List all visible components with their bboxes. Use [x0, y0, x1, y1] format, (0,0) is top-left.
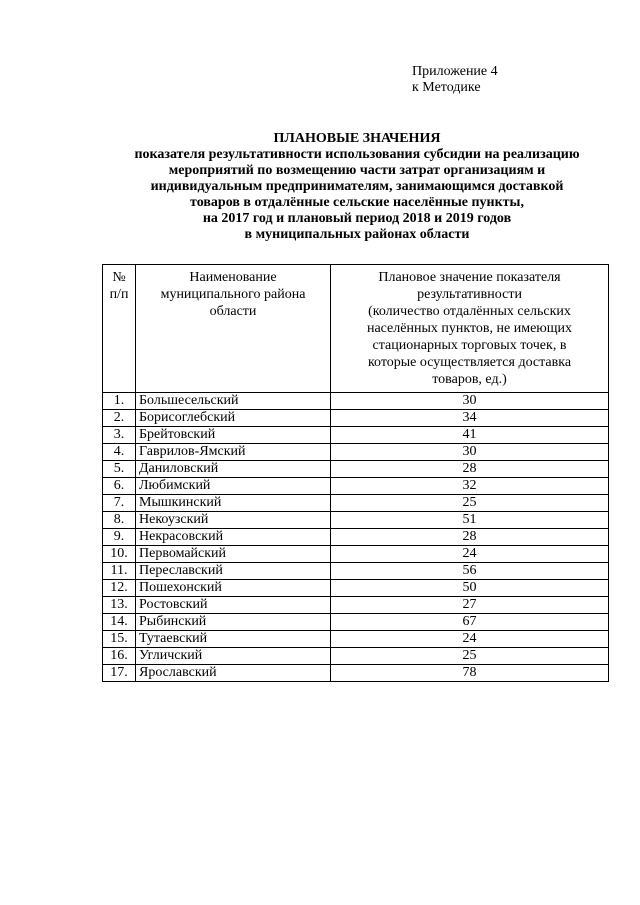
header-planned-value	[331, 265, 609, 393]
header-value-line: (количество отдалённых сельских	[368, 304, 571, 319]
planned-value: 78	[331, 665, 609, 682]
table-row	[103, 410, 609, 427]
document-subtitle-line-6: в муниципальных районах области	[244, 227, 470, 242]
table-row	[103, 427, 609, 444]
table-row	[103, 648, 609, 665]
district-name: Некрасовский	[136, 529, 331, 546]
table-row	[103, 597, 609, 614]
row-number: 4.	[103, 444, 136, 461]
planned-value: 25	[331, 648, 609, 665]
planned-value: 28	[331, 461, 609, 478]
table-row	[103, 444, 609, 461]
table-row	[103, 461, 609, 478]
planned-value: 34	[331, 410, 609, 427]
header-value-line: товаров, ед.)	[432, 372, 507, 387]
row-number: 15.	[103, 631, 136, 648]
table-row	[103, 393, 609, 410]
planned-value: 30	[331, 444, 609, 461]
row-number: 14.	[103, 614, 136, 631]
table-row	[103, 512, 609, 529]
header-name-line: Наименование	[189, 270, 277, 285]
district-name: Большесельский	[136, 393, 331, 410]
district-name: Рыбинский	[136, 614, 331, 631]
header-value-line: результативности	[417, 287, 522, 302]
planned-value: 50	[331, 580, 609, 597]
district-name: Даниловский	[136, 461, 331, 478]
table-row	[103, 546, 609, 563]
document-subtitle-line-5: на 2017 год и плановый период 2018 и 2019 годов	[202, 211, 512, 226]
district-name: Гаврилов-Ямский	[136, 444, 331, 461]
district-name: Любимский	[136, 478, 331, 495]
district-name: Брейтовский	[136, 427, 331, 444]
planned-values-table	[102, 264, 609, 682]
table-row	[103, 580, 609, 597]
planned-value: 25	[331, 495, 609, 512]
row-number: 10.	[103, 546, 136, 563]
header-value-line: которые осуществляется доставка	[367, 355, 572, 370]
row-number: 12.	[103, 580, 136, 597]
district-name: Мышкинский	[136, 495, 331, 512]
planned-value: 41	[331, 427, 609, 444]
row-number: 11.	[103, 563, 136, 580]
district-name: Ростовский	[136, 597, 331, 614]
planned-value: 27	[331, 597, 609, 614]
row-number: 13.	[103, 597, 136, 614]
row-number: 9.	[103, 529, 136, 546]
header-value-line: населённых пунктов, не имеющих	[366, 321, 573, 336]
table-header-row	[103, 265, 609, 393]
row-number: 7.	[103, 495, 136, 512]
planned-value: 51	[331, 512, 609, 529]
planned-value: 32	[331, 478, 609, 495]
header-number-line: п/п	[109, 287, 129, 302]
planned-value: 28	[331, 529, 609, 546]
table-row	[103, 478, 609, 495]
district-name: Переславский	[136, 563, 331, 580]
row-number: 6.	[103, 478, 136, 495]
row-number: 17.	[103, 665, 136, 682]
header-number-line: №	[112, 270, 126, 285]
table-row	[103, 529, 609, 546]
header-name-line: муниципального района	[160, 287, 306, 302]
row-number: 1.	[103, 393, 136, 410]
table-row	[103, 631, 609, 648]
planned-value: 24	[331, 546, 609, 563]
district-name: Пошехонский	[136, 580, 331, 597]
row-number: 8.	[103, 512, 136, 529]
header-value-line: стационарных торговых точек, в	[372, 338, 567, 353]
document-title: ПЛАНОВЫЕ ЗНАЧЕНИЯ	[273, 131, 441, 146]
document-subtitle-line-4: товаров в отдалённые сельские населённые пункты,	[190, 195, 524, 210]
appendix-note	[412, 64, 498, 96]
district-name: Угличский	[136, 648, 331, 665]
row-number: 3.	[103, 427, 136, 444]
district-name: Борисоглебский	[136, 410, 331, 427]
row-number: 2.	[103, 410, 136, 427]
document-title-block	[80, 131, 634, 243]
document-subtitle-line-3: индивидуальным предпринимателям, занимающимся доставкой	[150, 179, 564, 194]
district-name: Некоузский	[136, 512, 331, 529]
planned-value: 30	[331, 393, 609, 410]
district-name: Первомайский	[136, 546, 331, 563]
document-subtitle-line-2: мероприятий по возмещению части затрат организациям и	[168, 163, 546, 178]
header-district-name	[136, 265, 331, 393]
row-number: 5.	[103, 461, 136, 478]
planned-value: 24	[331, 631, 609, 648]
header-value-line: Плановое значение показателя	[378, 270, 561, 285]
planned-value: 67	[331, 614, 609, 631]
appendix-line-2: к Методике	[412, 80, 481, 95]
table-row	[103, 614, 609, 631]
appendix-line-1: Приложение 4	[412, 64, 498, 79]
planned-value: 56	[331, 563, 609, 580]
row-number: 16.	[103, 648, 136, 665]
table-row	[103, 665, 609, 682]
document-subtitle-line-1: показателя результативности использования субсидии на реализацию	[134, 147, 580, 162]
header-number	[103, 265, 136, 393]
district-name: Тутаевский	[136, 631, 331, 648]
district-name: Ярославский	[136, 665, 331, 682]
table-row	[103, 563, 609, 580]
table-row	[103, 495, 609, 512]
header-name-line: области	[209, 304, 257, 319]
